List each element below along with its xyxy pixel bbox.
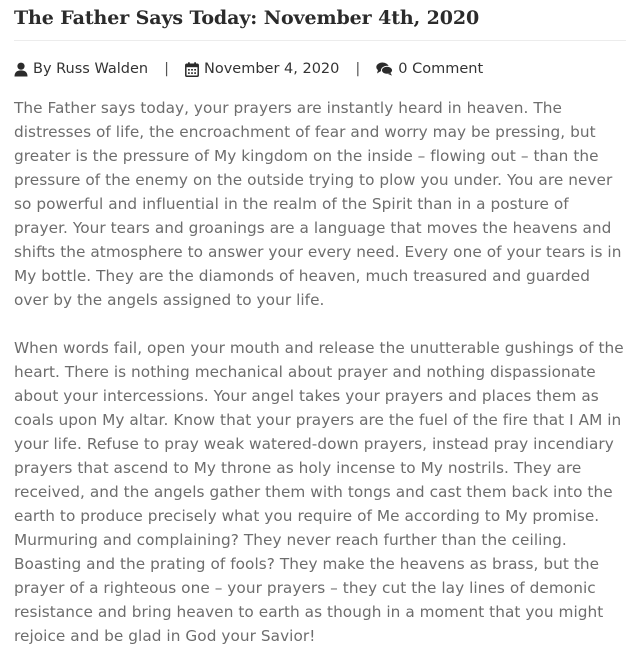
author-name[interactable]: By Russ Walden: [33, 61, 149, 77]
paragraph: The Father says today, your prayers are instantly heard in heaven. The distresses of life, the encroachment of fear and worry may be pressing, but greater is the pressure of My kingdom on the inside – flowing out – than the pressure of the enemy on the outside trying to plow you under. You are never so powerful and influential in the realm of the Spirit than in a posture of prayer. Your tears and groanings are a language that moves the heavens and shifts the atmosphere to answer your every need. Every one of your tears is in My bottle. They are the diamonds of heaven, much treasured and guarded over by the angels assigned to your life.: [14, 99, 622, 309]
comments-icon: [376, 62, 393, 76]
user-icon: [14, 62, 28, 77]
post: [14, 0, 626, 648]
post-date[interactable]: November 4, 2020: [204, 61, 340, 77]
author-meta[interactable]: [14, 61, 148, 77]
meta-separator: |: [164, 61, 169, 77]
post-title[interactable]: The Father Says Today: November 4th, 2020: [14, 0, 626, 41]
meta-separator: |: [355, 61, 361, 77]
comment-count[interactable]: 0 Comment: [398, 61, 484, 77]
post-meta: [14, 58, 626, 80]
date-meta[interactable]: [185, 61, 339, 77]
comments-meta[interactable]: [376, 61, 483, 77]
paragraph: When words fail, open your mouth and release the unutterable gushings of the heart. There is nothing mechanical about prayer and nothing dispassionate about your intercessions. Your angel takes your prayers and places them as coals upon My altar. Know that your prayers are the fuel of the fire that I AM in your life. Refuse to pray weak watered-down prayers, instead pray incendiary prayers that ascend to My throne as holy incense to My nostrils. They are received, and the angels gather them with tongs and cast them back into the earth to produce precisely what you require of Me according to My promise. Murmuring and complaining? They never reach further than the ceiling. Boasting and the prating of fools? They make the heavens as brass, but the prayer of a righteous one – your prayers – they cut the lay lines of demonic resistance and bring heaven to earth as though in a moment that you might rejoice and be glad in God your Savior!: [14, 339, 624, 645]
post-content: [14, 96, 626, 648]
calendar-icon: [185, 62, 199, 77]
